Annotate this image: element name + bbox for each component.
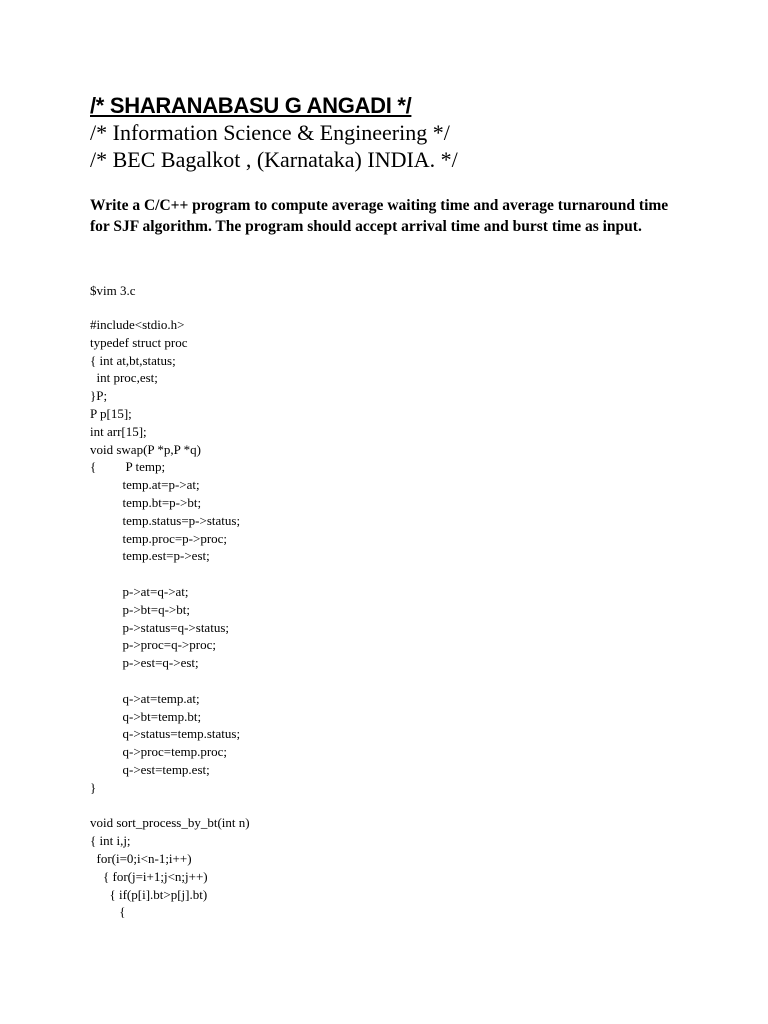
code-line: temp.est=p->est; bbox=[90, 548, 210, 564]
vim-command: $vim 3.c bbox=[90, 283, 136, 298]
code-line: } bbox=[90, 779, 97, 795]
code-line: temp.proc=p->proc; bbox=[90, 530, 228, 546]
code-line: q->at=temp.at; bbox=[90, 690, 200, 706]
code-line: p->est=q->est; bbox=[90, 655, 199, 671]
code-line: for(i=0;i<n-1;i++) bbox=[90, 850, 192, 866]
code-line: { int at,bt,status; bbox=[90, 352, 176, 368]
code-line bbox=[90, 672, 710, 690]
department-comment: /* Information Science & Engineering */ bbox=[90, 120, 450, 145]
code-line: temp.status=p->status; bbox=[90, 512, 241, 528]
code-line: P p[15]; bbox=[90, 405, 132, 421]
code-line: p->proc=q->proc; bbox=[90, 637, 216, 653]
code-line: void swap(P *p,P *q) bbox=[90, 441, 201, 457]
code-line: int arr[15]; bbox=[90, 423, 147, 439]
code-line bbox=[90, 797, 710, 815]
code-line: { bbox=[90, 904, 126, 920]
code-line bbox=[90, 565, 710, 583]
code-line: void sort_process_by_bt(int n) bbox=[90, 815, 250, 831]
code-line: }P; bbox=[90, 388, 108, 404]
code-line: { for(j=i+1;j<n;j++) bbox=[90, 868, 208, 884]
code-line: p->status=q->status; bbox=[90, 619, 229, 635]
code-line: #include<stdio.h> bbox=[90, 317, 185, 332]
question-text: Write a C/C++ program to compute average waiting time and average turnaround time for SJF algorithm. The program should accept arrival time and burst time as input. bbox=[90, 197, 669, 235]
code-line: typedef struct proc bbox=[90, 334, 188, 350]
code-line: { P temp; bbox=[90, 459, 166, 475]
code-line: q->est=temp.est; bbox=[90, 761, 210, 777]
institution-comment: /* BEC Bagalkot , (Karnataka) INDIA. */ bbox=[90, 147, 458, 172]
code-line: int proc,est; bbox=[90, 370, 158, 386]
code-line: p->bt=q->bt; bbox=[90, 601, 190, 617]
document-header bbox=[90, 92, 730, 173]
code-line: p->at=q->at; bbox=[90, 583, 189, 599]
code-line: { if(p[i].bt>p[j].bt) bbox=[90, 886, 208, 902]
code-block bbox=[90, 316, 710, 921]
code-line: q->status=temp.status; bbox=[90, 726, 241, 742]
code-line: q->bt=temp.bt; bbox=[90, 708, 202, 724]
author-comment: /* SHARANABASU G ANGADI */ bbox=[90, 93, 412, 118]
code-line: q->proc=temp.proc; bbox=[90, 744, 228, 760]
code-line: { int i,j; bbox=[90, 833, 131, 849]
code-line: temp.at=p->at; bbox=[90, 477, 200, 493]
code-line: temp.bt=p->bt; bbox=[90, 494, 202, 510]
